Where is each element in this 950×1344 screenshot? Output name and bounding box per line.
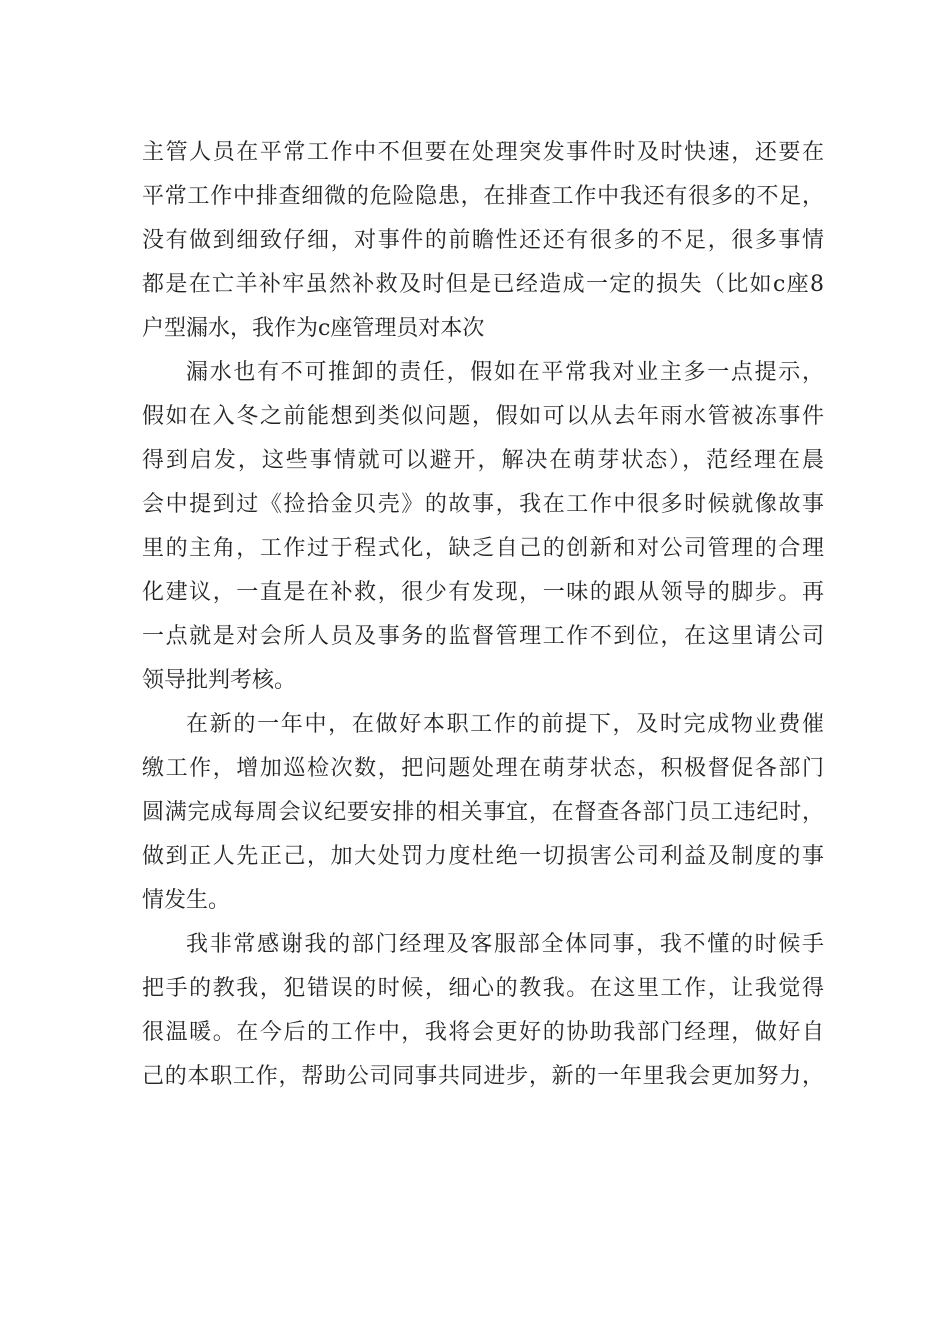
text-line: 情发生。 <box>142 888 231 913</box>
text-line: 里的主角，工作过于程式化，缺乏自己的创新和对公司管理的合理 <box>142 536 824 561</box>
text-line: 我非常感谢我的部门经理及客服部全体同事，我不懂的时候手 <box>186 932 824 957</box>
text-line: 主管人员在平常工作中不但要在处理突发事件时及时快速，还要在 <box>142 140 824 165</box>
document-page <box>142 131 824 1099</box>
text-line: 一点就是对会所人员及事务的监督管理工作不到位，在这里请公司 <box>142 624 824 649</box>
text-line: 都是在亡羊补牢虽然补救及时但是已经造成一定的损失（比如c座8 <box>142 272 824 297</box>
text-line: 会中提到过《捡拾金贝壳》的故事，我在工作中很多时候就像故事 <box>142 492 824 517</box>
text-line: 化建议，一直是在补救，很少有发现，一味的跟从领导的脚步。再 <box>142 580 824 605</box>
paragraph-4 <box>142 923 824 1099</box>
text-line: 在新的一年中，在做好本职工作的前提下，及时完成物业费催 <box>186 712 824 737</box>
text-line: 得到启发，这些事情就可以避开，解决在萌芽状态），范经理在晨 <box>142 448 824 473</box>
text-line: 圆满完成每周会议纪要安排的相关事宜，在督查各部门员工违纪时， <box>142 800 824 825</box>
text-line: 假如在入冬之前能想到类似问题，假如可以从去年雨水管被冻事件 <box>142 404 824 429</box>
text-line: 没有做到细致仔细，对事件的前瞻性还还有很多的不足，很多事情 <box>142 228 824 253</box>
text-line: 很温暖。在今后的工作中，我将会更好的协助我部门经理，做好自 <box>142 1020 824 1045</box>
paragraph-2 <box>142 351 824 703</box>
text-line: 做到正人先正己，加大处罚力度杜绝一切损害公司利益及制度的事 <box>142 844 824 869</box>
text-line: 户型漏水，我作为c座管理员对本次 <box>142 316 485 341</box>
text-line: 己的本职工作，帮助公司同事共同进步，新的一年里我会更加努力， <box>142 1064 824 1089</box>
text-line: 平常工作中排查细微的危险隐患，在排查工作中我还有很多的不足， <box>142 184 824 209</box>
text-line: 领导批判考核。 <box>142 668 297 693</box>
paragraph-1 <box>142 131 824 351</box>
text-line: 漏水也有不可推卸的责任，假如在平常我对业主多一点提示， <box>186 360 824 385</box>
text-line: 缴工作，增加巡检次数，把问题处理在萌芽状态，积极督促各部门 <box>142 756 824 781</box>
text-line: 把手的教我，犯错误的时候，细心的教我。在这里工作，让我觉得 <box>142 976 824 1001</box>
paragraph-3 <box>142 703 824 923</box>
